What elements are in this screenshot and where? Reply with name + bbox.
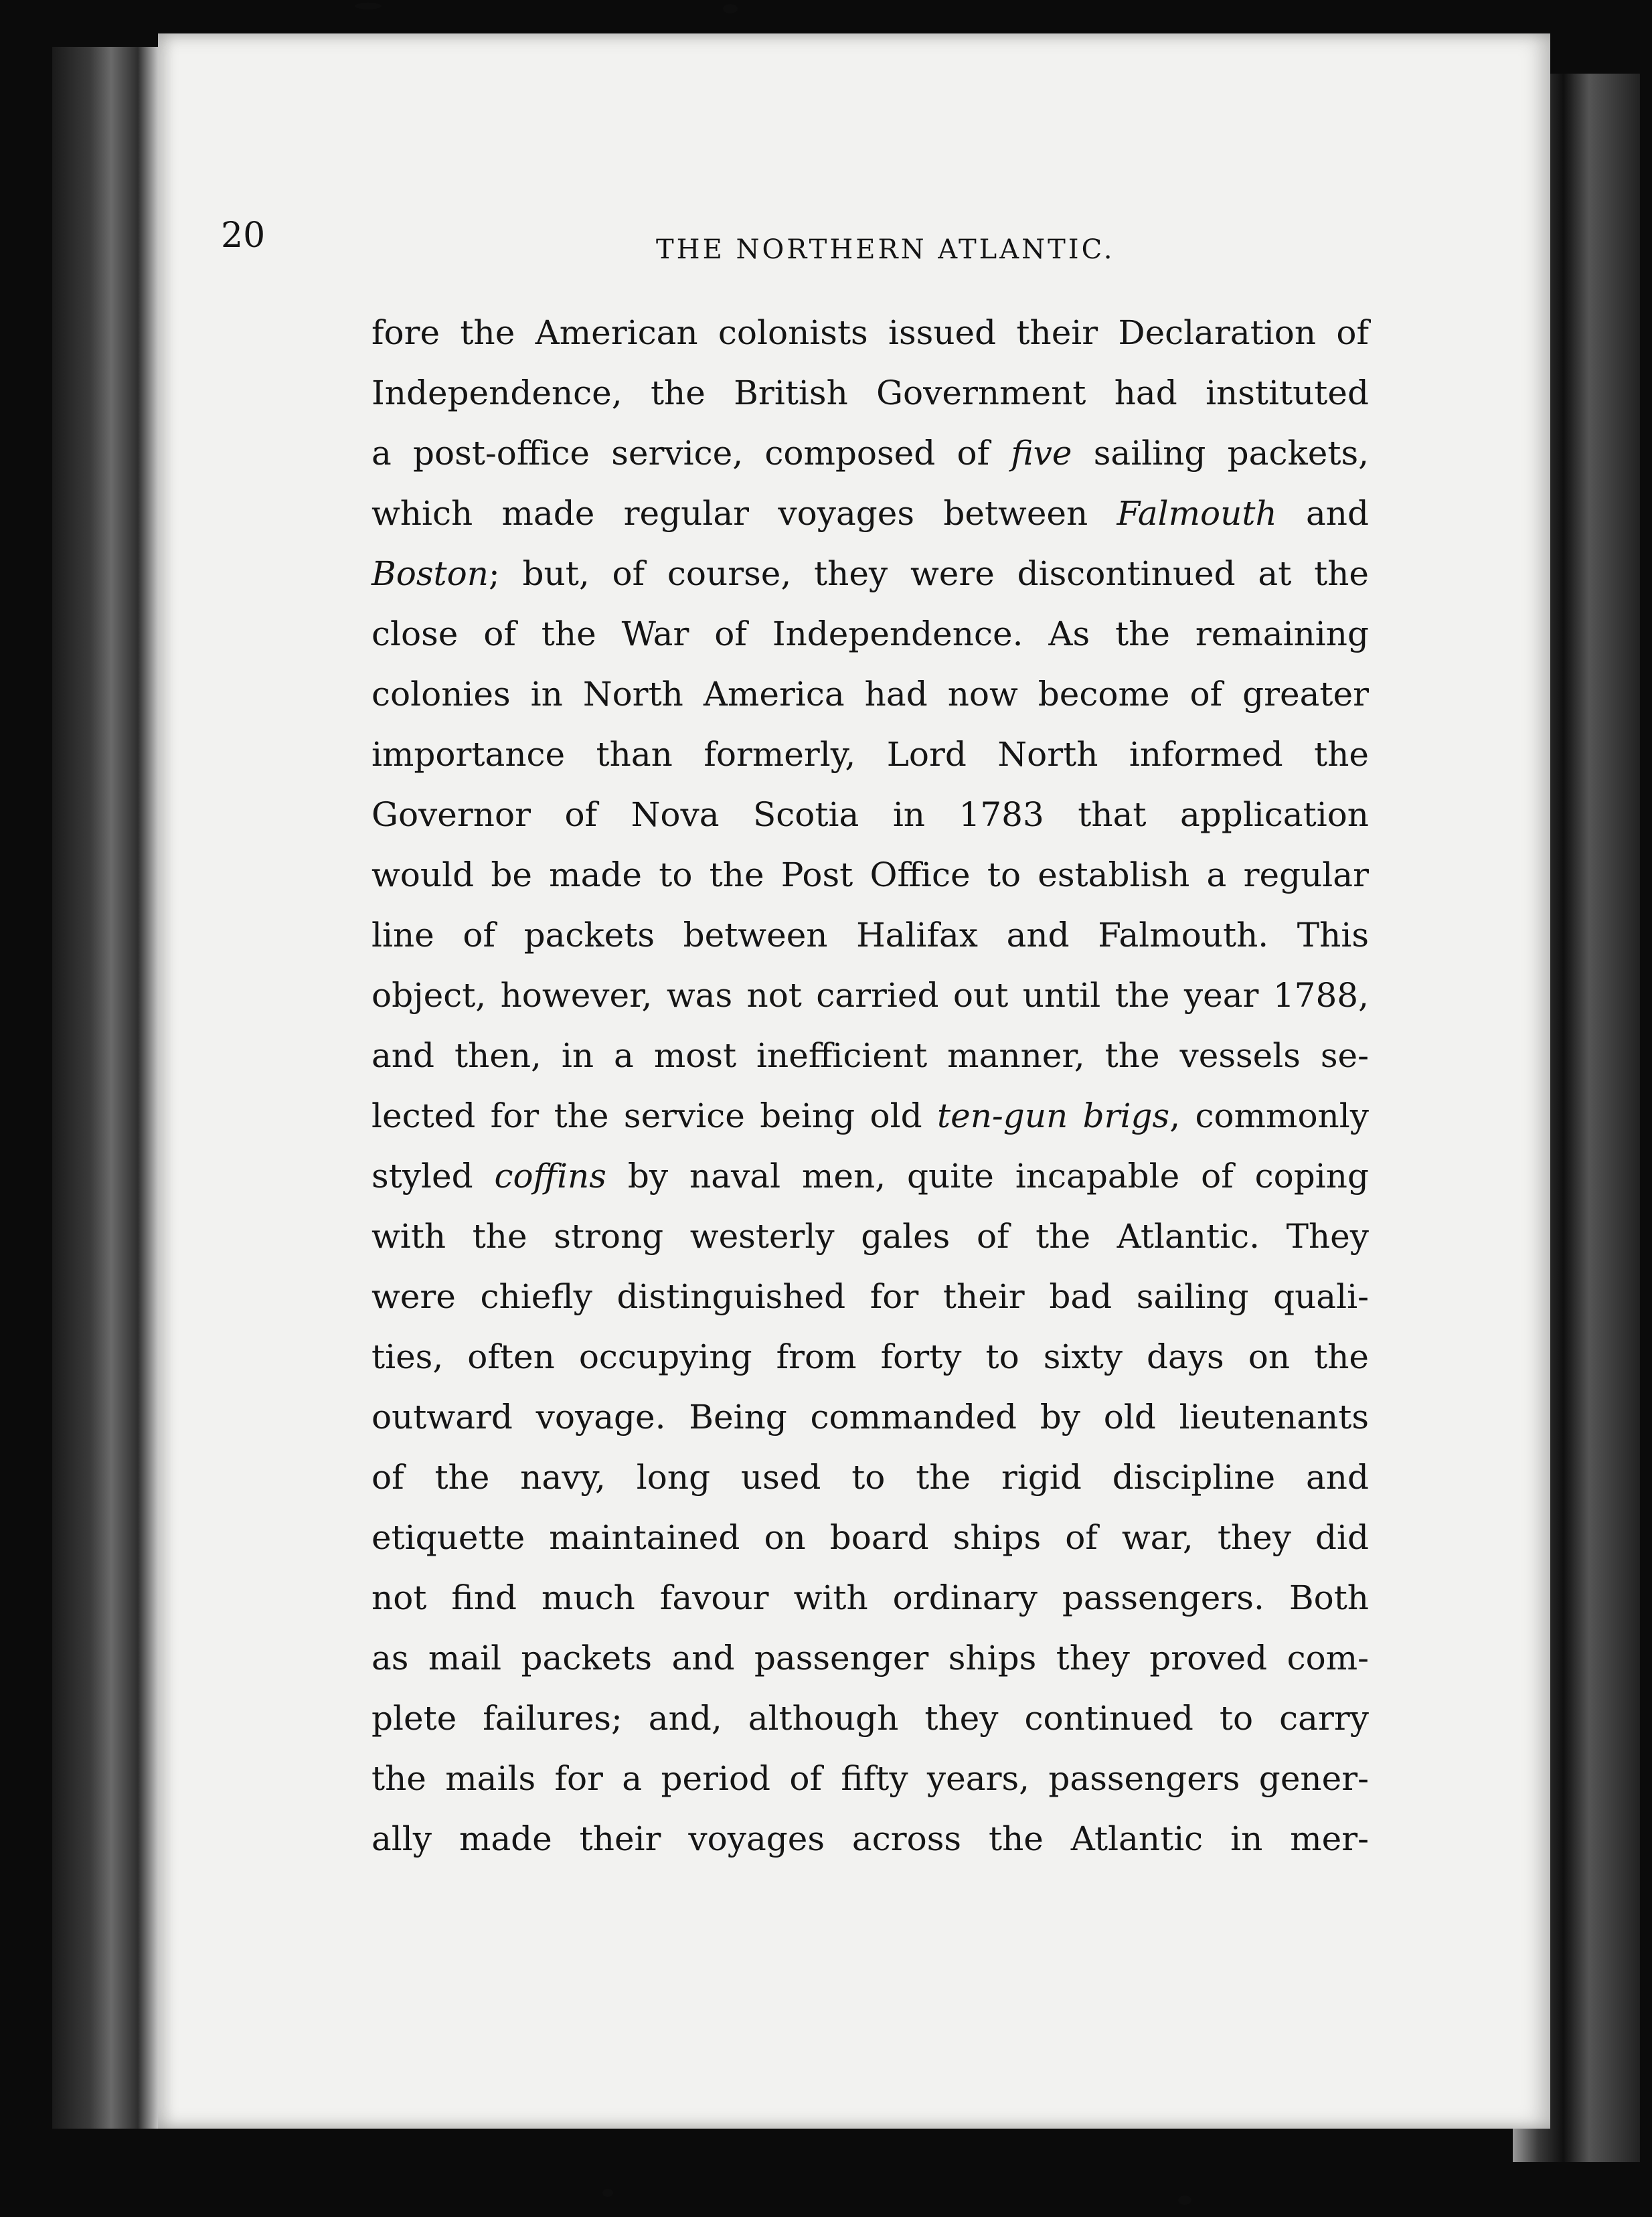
text-segment: Independence, the British Government had instituted bbox=[371, 374, 1369, 412]
text-line bbox=[371, 483, 1369, 544]
text-segment: and then, in a most inefficient manner, the vessels se- bbox=[371, 1036, 1369, 1075]
text-line bbox=[371, 1266, 1369, 1327]
scan-speck bbox=[355, 3, 382, 9]
text-segment: etiquette maintained on board ships of war, they did bbox=[371, 1518, 1369, 1557]
body-text bbox=[371, 303, 1369, 1869]
scan-speck bbox=[602, 2189, 613, 2197]
text-segment: styled bbox=[371, 1157, 495, 1196]
text-segment: ; but, of course, they were discontinued at the bbox=[488, 554, 1369, 593]
italic-text: Boston bbox=[371, 554, 489, 593]
text-segment: with the strong westerly gales of the Atlantic. They bbox=[371, 1217, 1369, 1256]
text-segment: not find much favour with ordinary passengers. Both bbox=[371, 1578, 1369, 1617]
text-segment: fore the American colonists issued their Declaration of bbox=[371, 313, 1369, 352]
text-segment: and bbox=[1276, 494, 1369, 533]
text-segment: of the navy, long used to the rigid discipline and bbox=[371, 1458, 1369, 1497]
text-line bbox=[371, 1628, 1369, 1688]
text-line bbox=[371, 905, 1369, 965]
text-line bbox=[371, 363, 1369, 423]
italic-text: Falmouth bbox=[1117, 494, 1277, 533]
text-line bbox=[371, 1748, 1369, 1809]
text-line bbox=[371, 604, 1369, 664]
scan-speck bbox=[723, 4, 738, 13]
text-segment: as mail packets and passenger ships they proved com- bbox=[371, 1639, 1369, 1677]
text-line bbox=[371, 1507, 1369, 1568]
text-line bbox=[371, 664, 1369, 724]
text-segment: would be made to the Post Office to establish a regular bbox=[371, 855, 1369, 894]
text-segment: close of the War of Independence. As the remaining bbox=[371, 614, 1369, 653]
text-segment: , commonly bbox=[1169, 1096, 1369, 1135]
text-segment: line of packets between Halifax and Falmouth. This bbox=[371, 916, 1369, 955]
text-segment: colonies in North America had now become of greater bbox=[371, 675, 1369, 714]
text-segment: were chiefly distinguished for their bad sailing quali- bbox=[371, 1277, 1369, 1316]
scan-speck bbox=[1178, 2196, 1191, 2205]
text-segment: sailing packets, bbox=[1072, 434, 1369, 473]
text-line bbox=[371, 1086, 1369, 1146]
text-line bbox=[371, 1447, 1369, 1507]
text-line bbox=[371, 1327, 1369, 1387]
text-segment: Governor of Nova Scotia in 1783 that application bbox=[371, 795, 1369, 834]
text-segment: ally made their voyages across the Atlantic in mer- bbox=[371, 1819, 1369, 1858]
text-line bbox=[371, 1025, 1369, 1086]
text-segment: object, however, was not carried out until the year 1788, bbox=[371, 976, 1369, 1015]
text-line bbox=[371, 544, 1369, 604]
text-line bbox=[371, 1146, 1369, 1206]
text-segment: outward voyage. Being commanded by old lieutenants bbox=[371, 1398, 1369, 1436]
text-line bbox=[371, 785, 1369, 845]
book-binding-left bbox=[52, 47, 159, 2129]
italic-text: coffins bbox=[494, 1157, 606, 1196]
italic-text: five bbox=[1011, 434, 1072, 473]
text-line bbox=[371, 423, 1369, 483]
text-segment: the mails for a period of fifty years, passengers gener- bbox=[371, 1759, 1369, 1798]
text-line bbox=[371, 1387, 1369, 1447]
text-line bbox=[371, 845, 1369, 905]
text-segment: importance than formerly, Lord North informed the bbox=[371, 735, 1369, 774]
running-head: THE NORTHERN ATLANTIC. bbox=[656, 234, 1115, 265]
text-line bbox=[371, 303, 1369, 363]
text-segment: which made regular voyages between bbox=[371, 494, 1117, 533]
text-segment: ties, often occupying from forty to sixty days on the bbox=[371, 1337, 1369, 1376]
text-segment: by naval men, quite incapable of coping bbox=[606, 1157, 1369, 1196]
text-line bbox=[371, 1568, 1369, 1628]
text-segment: plete failures; and, although they continued to carry bbox=[371, 1699, 1369, 1738]
text-line bbox=[371, 1809, 1369, 1869]
text-line bbox=[371, 1206, 1369, 1266]
text-segment: a post-office service, composed of bbox=[371, 434, 1011, 473]
text-line bbox=[371, 1688, 1369, 1748]
text-line bbox=[371, 965, 1369, 1025]
italic-text: ten-gun brigs bbox=[937, 1096, 1170, 1135]
page-number: 20 bbox=[221, 216, 266, 256]
text-line bbox=[371, 724, 1369, 785]
text-segment: lected for the service being old bbox=[371, 1096, 938, 1135]
